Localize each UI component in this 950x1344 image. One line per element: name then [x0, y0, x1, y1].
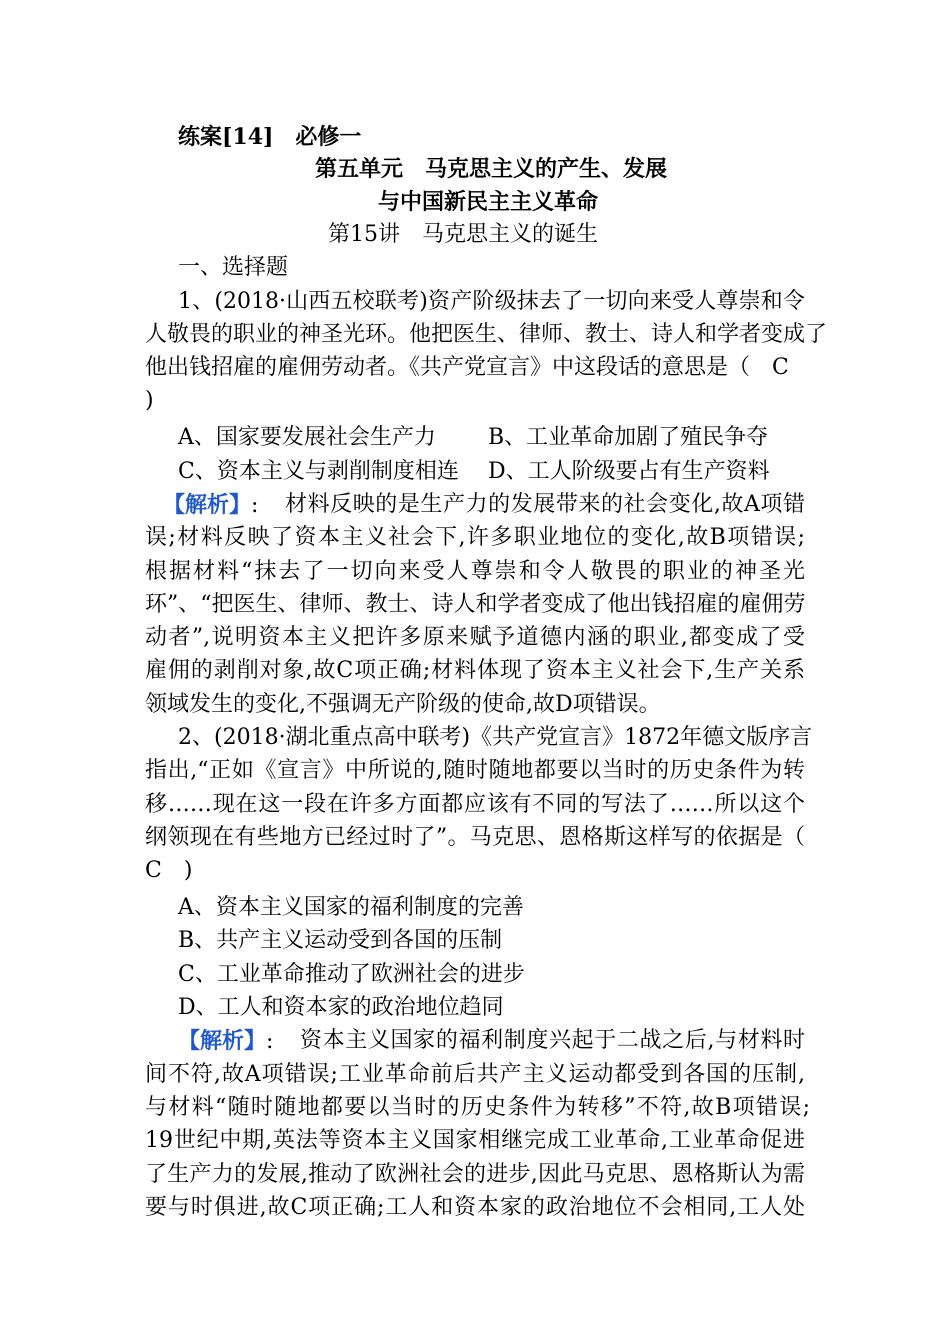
q1-option-d: D、工人阶级要占有生产资料	[488, 459, 770, 484]
unit-title-line1: 第五单元 马克思主义的产生、发展	[315, 156, 668, 182]
analysis-tag: 【解析】	[163, 492, 252, 518]
q2-analysis-line: 资本主义国家的福利制度兴起于二战之后,与材料时	[300, 1028, 805, 1053]
q1-analysis-line: 雇佣的剥削对象,故C项正确;材料体现了资本主义社会下,生产关系	[145, 658, 805, 683]
q1-analysis-line: 材料反映的是生产力的发展带来的社会变化,故A项错	[285, 492, 805, 517]
q2-option-c: C、工业革命推动了欧洲社会的进步	[178, 962, 525, 987]
unit-title-line2: 与中国新民主主义革命	[378, 189, 599, 215]
q2-stem-line: 2、(2018·湖北重点高中联考)《共产党宣言》1872年德文版序言	[178, 725, 813, 750]
q2-stem-line: C )	[145, 858, 193, 883]
q2-option-b: B、共产主义运动受到各国的压制	[178, 928, 503, 953]
q1-option-a: A、国家要发展社会生产力	[178, 425, 436, 450]
q1-analysis-line: 领域发生的变化,不强调无产阶级的使命,故D项错误。	[145, 692, 661, 717]
q1-analysis-line: 环”、“把医生、律师、教士、诗人和学者变成了他出钱招雇的雇佣劳	[145, 592, 806, 617]
q2-analysis-line: 间不符,故A项错误;工业革命前后共产主义运动都受到各国的压制,	[145, 1062, 805, 1087]
q2-analysis-line: 要与时俱进,故C项正确;工人和资本家的政治地位不会相同,工人处	[145, 1195, 805, 1220]
q2-analysis-line: 了生产力的发展,推动了欧洲社会的进步,因此马克思、恩格斯认为需	[145, 1162, 805, 1187]
q2-stem-line: 指出,“正如《宣言》中所说的,随时随地都要以当时的历史条件为转	[145, 758, 805, 783]
analysis-colon: :	[251, 493, 259, 518]
q1-stem-line: 人敬畏的职业的神圣光环。他把医生、律师、教士、诗人和学者变成了	[145, 322, 828, 347]
q2-option-a: A、资本主义国家的福利制度的完善	[178, 895, 524, 920]
q1-analysis-line: 误;材料反映了资本主义社会下,许多职业地位的变化,故B项错误;	[145, 525, 805, 550]
q1-option-b: B、工业革命加剧了殖民争夺	[488, 425, 769, 450]
q2-stem-line: 移……现在这一段在许多方面都应该有不同的写法了……所以这个	[145, 792, 805, 817]
q2-analysis-line: 与材料“随时随地都要以当时的历史条件为转移”不符,故B项错误;	[145, 1095, 810, 1120]
analysis-tag: 【解析】	[178, 1028, 267, 1054]
q1-stem-line: 他出钱招雇的雇佣劳动者。《共产党宣言》中这段话的意思是（ C	[145, 355, 789, 380]
q2-analysis-label	[178, 1026, 273, 1057]
q2-option-d: D、工人和资本家的政治地位趋同	[178, 995, 504, 1020]
q1-option-c: C、资本主义与剥削制度相连	[178, 459, 459, 484]
section-heading: 一、选择题	[178, 255, 289, 280]
lecture-title: 第15讲 马克思主义的诞生	[328, 222, 598, 247]
q1-analysis-label	[163, 490, 258, 521]
lesson-tag: 练案[14] 必修一	[178, 124, 362, 150]
analysis-colon: :	[266, 1029, 274, 1054]
q2-analysis-line: 19世纪中期,英法等资本主义国家相继完成工业革命,工业革命促进	[145, 1128, 805, 1153]
q1-analysis-line: 根据材料“抹去了一切向来受人尊崇和令人敬畏的职业的神圣光	[145, 559, 805, 584]
q1-stem-line: )	[145, 388, 154, 413]
q1-analysis-line: 动者”,说明资本主义把许多原来赋予道德内涵的职业,都变成了受	[145, 625, 805, 650]
q1-stem-line: 1、(2018·山西五校联考)资产阶级抹去了一切向来受人尊崇和令	[178, 289, 805, 314]
q2-stem-line: 纲领现在有些地方已经过时了”。马克思、恩格斯这样写的依据是（	[145, 825, 805, 850]
